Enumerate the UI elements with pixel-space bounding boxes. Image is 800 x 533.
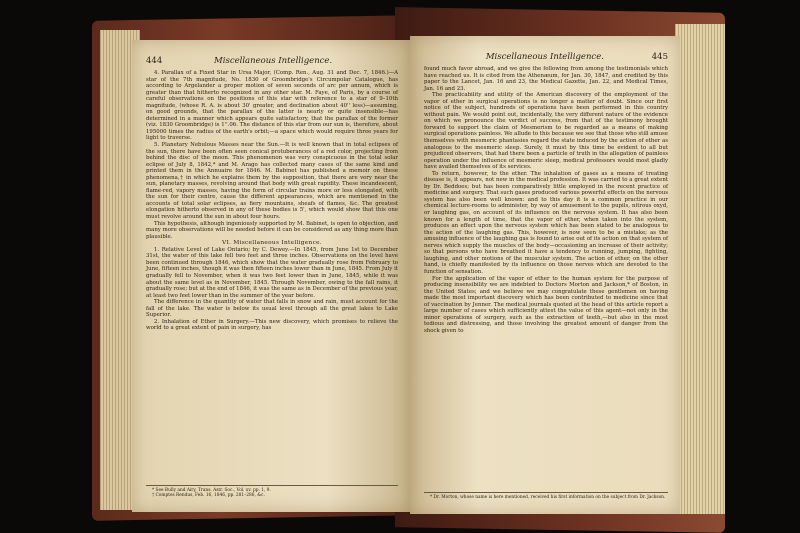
right-page-header (410, 36, 680, 66)
paragraph: This hypothesis, although ingeniously supported by M. Babinet, is open to objection, and many more observations will be needed before it can be considered as any thing more than plausible. (146, 220, 398, 240)
paragraph: found much favor abroad, and we give the following from among the testimonials which have reached us. It is cited from the Athenæum, for Jan. 30, 1847, and credited by this paper to the Lancet, Jan. 16 and 23, the Medical Gazette, Jan. 22, and Medical Times, Jan. 16 and 23. (424, 66, 668, 92)
right-page-body (410, 66, 680, 334)
paragraph: The practicability and utility of the American discovery of the employment of the vapor of ether in surgical operations is no longer a matter of doubt. Since our first notice of the subject, hundreds of operations have been performed in this country without pain. We would point out, incidentally, the very different nature of the evidence on which we pronounce the verdict of success, from that of the testimony brought forward to support the claim of Mesmerism to be regarded as a means of making surgical operations painless. We allude to this because we see that those who still amuse themselves with mesmeric phantasies regard the state induced by the action of ether as analogous to the mesmeric sleep. Surely, it must by this time be evident to all but prejudiced observers, that had there been a particle of truth in the allegation of painless operation under the influence of mesmeric sleep, medical professors would most gladly have availed themselves of its services. (424, 92, 668, 171)
paragraph: 1. Relative Level of Lake Ontario; by C. Dewey.—In 1845, from June 1st to December 31st, the water of this lake fell two feet and three inches. Observations on the level have been continued through 1846, which show that the water gradually rose from February to June, fifteen inches, though it was then fifteen inches lower than in June, 1845. From July it gradually fell to November, when it was two feet lower than in June, 1845, while it was about the same level as in November, 1845. Through November, owing to the fall rains, it gradually rose; but at the end of 1846, it was the same as in December of the previous year, at least two feet lower than in the summer of the year before. (146, 246, 398, 299)
running-title: Miscellaneous Intelligence. (214, 56, 333, 66)
footnote: * See Bully and Airy, Trans. Astr. Soc., Vol. xv. pp. 1, 9. (152, 487, 271, 493)
paragraph: For the application of the vapor of ether to the human system for the purpose of producing insensibility we are indebted to Doctors Morton and Jackson,* of Boston, in the United States; and we believe we may congratulate these gentlemen on having made the most important discovery which has been contributed to medicine since that of vaccination by Jenner. The medical journals quoted at the head of this article report a large number of cases which sufficiently attest the value of this agent—not only in the minor operations of surgery, such as the extraction of teeth,—but also in the most tedious and distressing, and those involving the greatest amount of danger from the shock given to (424, 275, 668, 334)
footnote: * Dr. Morton, whose name is here mentioned, received his first information on the subject from Dr. Jackson. (430, 494, 666, 500)
paragraph: 5. Planetary Nebulous Masses near the Sun.—It is well known that in total eclipses of the sun, there have been often seen conical protuberances of a red color, projecting from behind the disc of the moon. This phenomenon was very conspicuous in the total solar eclipse of July 8, 1842,* and M. Arago has collected many cases of the same kind and printed them in the Annuaire for 1846. M. Babinet has published a memoir on these phenomena,† in which he explains them by the supposition, that there are very near the sun, planetary masses, revolving around that body with great rapidity. These incandescent, flame-red, vapory masses, having the form of circular trains more or less elongated, with the sun for their centre, cause the different appearances, which are mentioned in the accounts of total solar eclipses, as fiery mountains, sheafs of flames, &c. The greatest elongation hitherto observed in any of these bodies is 5', which would show that this one must revolve around the sun in about four hours. (146, 142, 398, 221)
paragraph: To return, however, to the ether. The inhalation of gases as a means of treating disease is, it appears, not new in the medical profession. It was carried to a great extent by Dr. Beddoes; but has been comparatively little employed in the recent practice of medicine and surgery. That such gases produced various powerful effects on the nervous system has also been well known: and to this day it is a common practice in our chemical lecture-rooms to administer, by way of amusement to the pupils, nitrous oxyd, or laughing gas, on account of its influence on the nervous system. It has also been known for a length of time, that the vapor of ether, when taken into the system, produces an effect upon the nervous system which has been stated to be analogous to the action of the laughing gas. This, however, is now seen to be a mistake; as the amusing influence of the laughing gas is found to arise out of its action on that system of nerves which supply the muscles of the body—occasioning an increase of their activity; so that persons who have breathed it have a tendency to running, jumping, fighting, laughing, and other motions of the muscular system. The action of ether, on the other hand, is chiefly manifested by its influence on those nerves which are devoted to the function of sensation. (424, 170, 668, 275)
left-footnotes (146, 485, 398, 498)
paragraph: 4. Parallax of a Fixed Star in Ursa Major, (Comp. Ren., Aug. 31 and Dec. 7, 1846.)—A star of the 7th magnitude, No. 1830 of Groombridge's Circumpolar Catalogue, has according to Argelander a proper motion of seven seconds of arc per annum, which is greater than that hitherto recognized in any other star. M. Faye, of Paris, by a course of careful observations on the positions of this star with reference to a star of 9–10th magnitude, (whose R. A. is about 30' greater, and declination about 40'' less)—assuming, on good grounds, that the parallax of the latter is nearly or quite insensible—has determined in a manner which appears quite satisfactory, that the parallax of the former (viz. 1830 Groombridge) is 1''.06. The distance of this star from our sun is, therefore, about 195000 times the radius of the earth's orbit;—a space which would require three years for light to traverse. (146, 70, 398, 142)
paragraph: 2. Inhalation of Ether in Surgery.—This new discovery, which promises to relieve the world to a great extent of pain in surgery, has (146, 318, 398, 332)
running-title: Miscellaneous Intelligence. (485, 52, 604, 62)
right-page (410, 36, 680, 514)
right-footnotes (424, 492, 668, 500)
left-page-header (132, 40, 410, 70)
page-edges-right (675, 24, 725, 514)
page-number: 445 (651, 52, 668, 62)
left-page (132, 40, 410, 512)
section-heading: VI. Miscellaneous Intelligence. (221, 240, 322, 247)
footnote: † Comptes Rendus, Feb. 16, 1846, pp. 281–286, &c. (152, 492, 265, 498)
page-number: 444 (146, 56, 163, 66)
paragraph: The difference in the quantity of water that falls in snow and rain, must account for the fall of the lake. The water is below its usual level through all the great lakes to Lake Superior. (146, 299, 398, 319)
left-page-body (132, 70, 410, 332)
